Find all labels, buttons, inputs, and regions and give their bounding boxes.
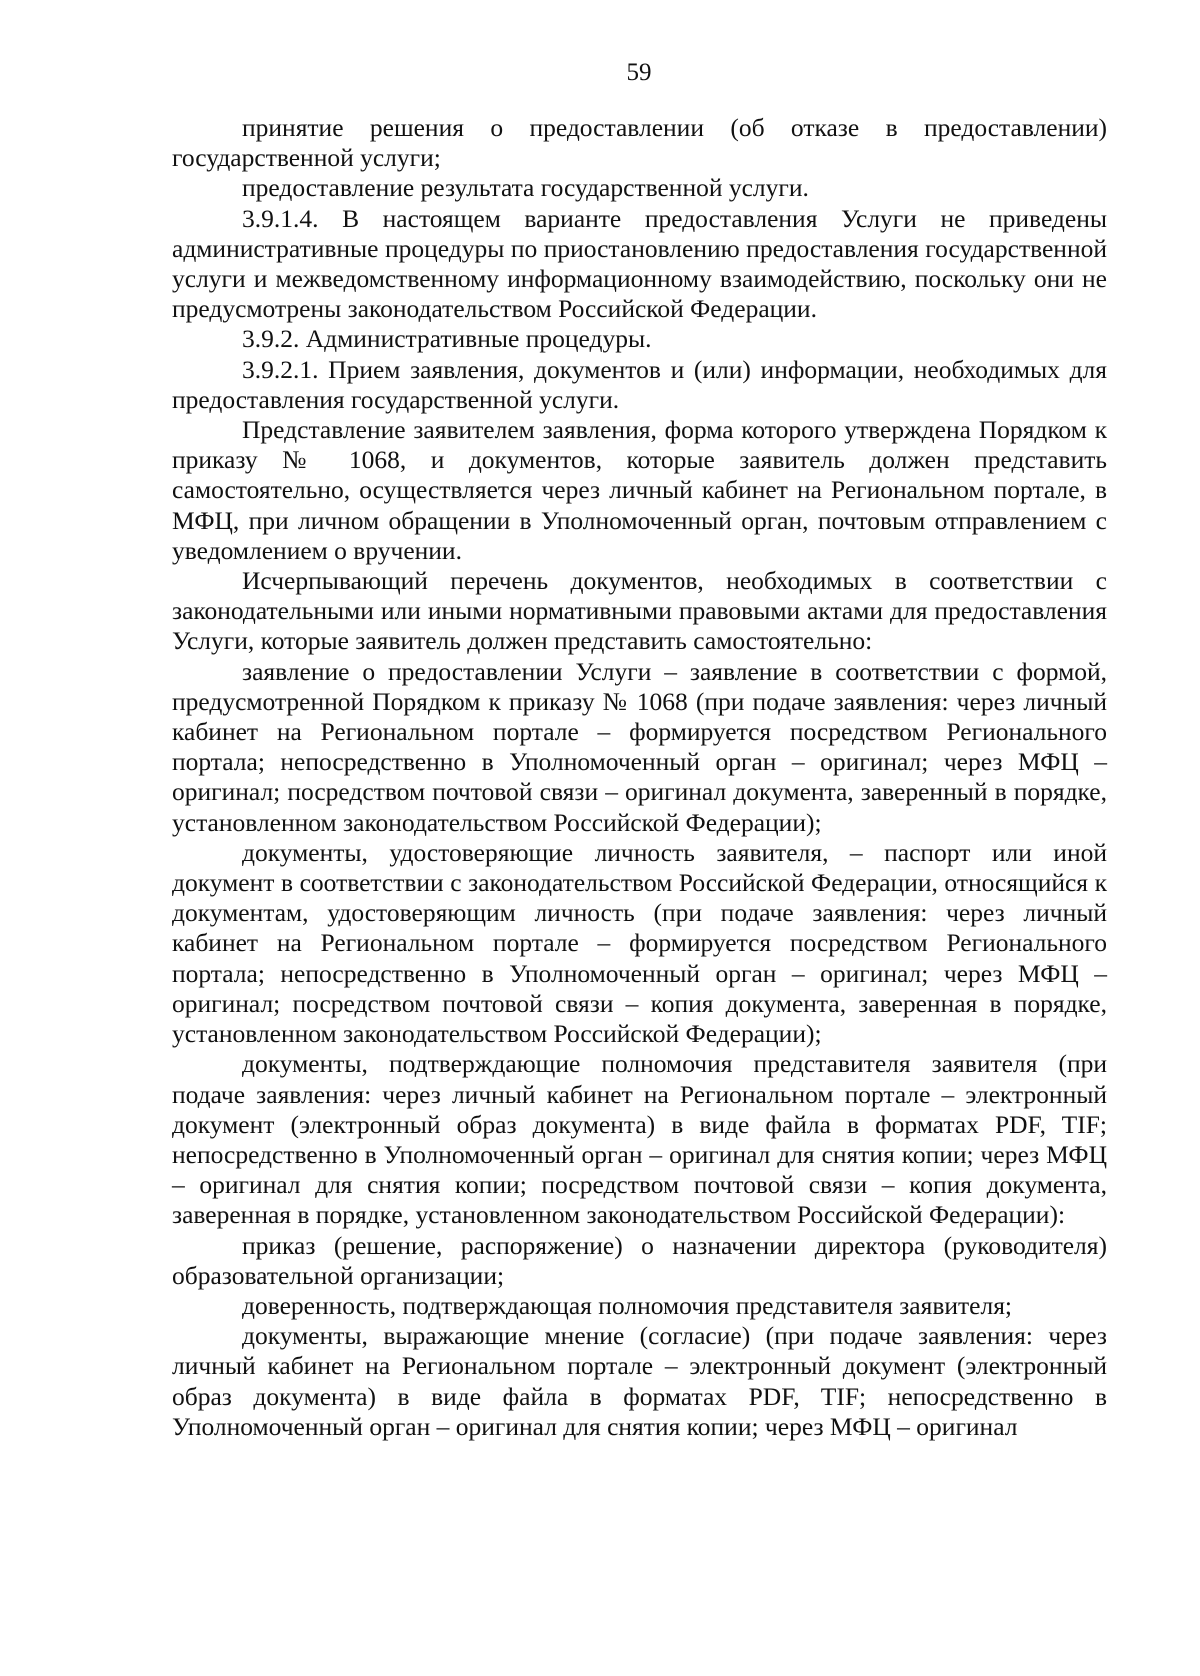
paragraph-result: предоставление результата государственной услуги.	[242, 173, 809, 203]
document-body	[172, 113, 1107, 1442]
paragraph-consent-documents: документы, выражающие мнение (согласие) (при подаче заявления: через личный кабинет на Региональном портале – электронный документ (электронный образ документа) в виде файла в форматах PDF, TIF; непосредственно в Уполномоченный орган – оригинал для снятия копии; через МФЦ – оригинал	[172, 1321, 1107, 1441]
paragraph-identity-documents: документы, удостоверяющие личность заявителя, – паспорт или иной документ в соответствии с законодательством Российской Федерации, относящийся к документам, удостоверяющим личность (при подаче заявления: через личный кабинет на Региональном портале – формируется посредством Регионального портала; непосредственно в Уполномоченный орган – оригинал; через МФЦ – оригинал; посредством почтовой связи – копия документа, заверенная в порядке, установленном законодательством Российской Федерации);	[172, 837, 1107, 1049]
paragraph-documents-list-intro: Исчерпывающий перечень документов, необходимых в соответствии с законодательными или иными нормативными правовыми актами для предоставления Услуги, которые заявитель должен представить самостоятельно:	[172, 566, 1107, 656]
paragraph-3-9-2-heading: 3.9.2. Административные процедуры.	[242, 324, 652, 354]
paragraph-director-order: приказ (решение, распоряжение) о назначении директора (руководителя) образовательной организации;	[172, 1230, 1107, 1290]
paragraph-submission: Представление заявителем заявления, форма которого утверждена Порядком к приказу № 1068, и документов, которые заявитель должен представить самостоятельно, осуществляется через личный кабинет на Региональном портале, в МФЦ, при личном обращении в Уполномоченный орган, почтовым отправлением с уведомлением о вручении.	[172, 415, 1107, 565]
paragraph-application-form: заявление о предоставлении Услуги – заявление в соответствии с формой, предусмотренной Порядком к приказу № 1068 (при подаче заявления: через личный кабинет на Региональном портале – формируется посредством Регионального портала; непосредственно в Уполномоченный орган – оригинал; через МФЦ – оригинал; посредством почтовой связи – оригинал документа, заверенный в порядке, установленном законодательством Российской Федерации);	[172, 656, 1107, 837]
paragraph-3-9-2-1: 3.9.2.1. Прием заявления, документов и (или) информации, необходимых для предоставления государственной услуги.	[172, 354, 1107, 414]
paragraph-power-of-attorney: доверенность, подтверждающая полномочия представителя заявителя;	[242, 1290, 1013, 1320]
paragraph-authority-documents: документы, подтверждающие полномочия представителя заявителя (при подаче заявления: через личный кабинет на Региональном портале – электронный документ (электронный образ документа) в виде файла в форматах PDF, TIF; непосредственно в Уполномоченный орган – оригинал для снятия копии; через МФЦ – оригинал для снятия копии; посредством почтовой связи – копия документа, заверенная в порядке, установленном законодательством Российской Федерации):	[172, 1049, 1107, 1230]
page-number: 59	[626, 59, 652, 86]
paragraph-3-9-1-4: 3.9.1.4. В настоящем варианте предоставления Услуги не приведены административные процедуры по приостановлению предоставления государственной услуги и межведомственному информационному взаимодействию, поскольку они не предусмотрены законодательством Российской Федерации.	[172, 203, 1107, 324]
paragraph-decision: принятие решения о предоставлении (об отказе в предоставлении) государственной услуги;	[172, 113, 1107, 173]
